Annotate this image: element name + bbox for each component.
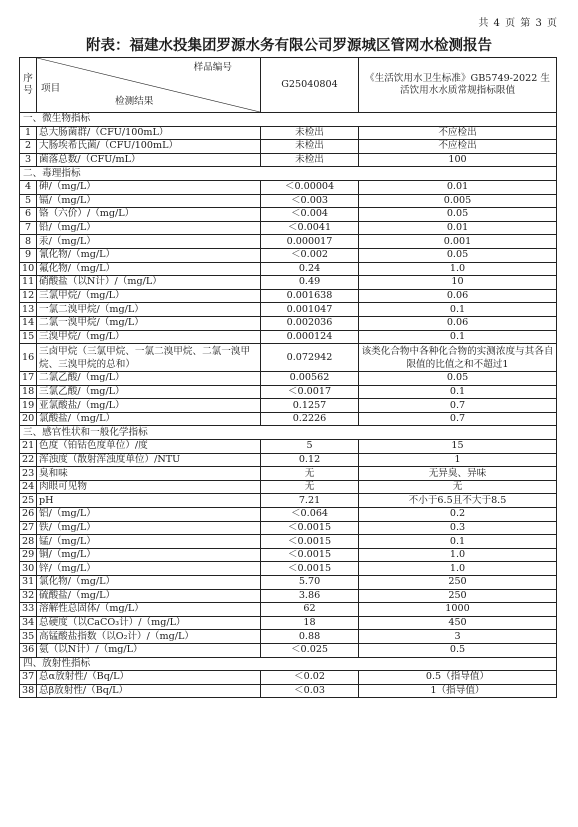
row-number: 3 [20, 153, 37, 167]
row-limit: 0.1 [359, 303, 557, 317]
table-row [20, 467, 557, 481]
row-number: 24 [20, 480, 37, 494]
header-sample-no: 样品编号 [193, 62, 232, 73]
row-limit: 3 [359, 630, 557, 644]
row-limit: 0.7 [359, 412, 557, 426]
row-result: 0.000124 [261, 330, 359, 344]
row-item: 硫酸盐/（mg/L） [37, 589, 261, 603]
row-number: 21 [20, 440, 37, 454]
row-item: 锌/（mg/L） [37, 562, 261, 576]
table-row [20, 194, 557, 208]
row-result: ＜0.0015 [261, 535, 359, 549]
table-row [20, 508, 557, 522]
row-number: 33 [20, 603, 37, 617]
row-limit: 0.001 [359, 235, 557, 249]
row-item: 铁/（mg/L） [37, 521, 261, 535]
header-seq: 序号 [20, 58, 37, 113]
row-item: 一氯二溴甲烷/（mg/L） [37, 303, 261, 317]
row-result: 0.88 [261, 630, 359, 644]
row-limit: 不小于6.5且不大于8.5 [359, 494, 557, 508]
table-row [20, 330, 557, 344]
row-limit: 250 [359, 576, 557, 590]
row-item: 浑浊度（散射浑浊度单位）/NTU [37, 453, 261, 467]
row-number: 15 [20, 330, 37, 344]
row-result: ＜0.0017 [261, 385, 359, 399]
row-number: 14 [20, 316, 37, 330]
row-number: 5 [20, 194, 37, 208]
row-result: 0.002036 [261, 316, 359, 330]
table-row [20, 535, 557, 549]
row-number: 19 [20, 399, 37, 413]
row-number: 36 [20, 643, 37, 657]
row-number: 37 [20, 671, 37, 685]
row-number: 32 [20, 589, 37, 603]
row-limit: 1（指导值） [359, 684, 557, 698]
row-result: 7.21 [261, 494, 359, 508]
row-item: 汞/（mg/L） [37, 235, 261, 249]
row-result: 18 [261, 616, 359, 630]
row-result: ＜0.064 [261, 508, 359, 522]
row-limit: 0.5（指导值） [359, 671, 557, 685]
report-title: 附表：福建水投集团罗源水务有限公司罗源城区管网水检测报告 [86, 38, 492, 54]
row-result: 0.1257 [261, 399, 359, 413]
row-limit: 1.0 [359, 262, 557, 276]
row-result: 0.00562 [261, 372, 359, 386]
row-limit: 0.1 [359, 385, 557, 399]
row-number: 13 [20, 303, 37, 317]
header-sample-code: G25040804 [261, 58, 359, 113]
row-item: 氨（以N计）/（mg/L） [37, 643, 261, 657]
table-row [20, 616, 557, 630]
row-number: 29 [20, 548, 37, 562]
table-row [20, 248, 557, 262]
row-item: 总大肠菌群/（CFU/100mL） [37, 126, 261, 140]
row-result: 0.001638 [261, 289, 359, 303]
row-number: 16 [20, 344, 37, 372]
row-limit: 0.05 [359, 248, 557, 262]
section-row [20, 657, 557, 671]
row-result: 5 [261, 440, 359, 454]
table-row [20, 548, 557, 562]
table-row [20, 208, 557, 222]
table-row [20, 180, 557, 194]
row-result: ＜0.0015 [261, 521, 359, 535]
row-result: 62 [261, 603, 359, 617]
row-number: 7 [20, 221, 37, 235]
section-title: 三、感官性状和一般化学指标 [20, 426, 557, 440]
table-row [20, 372, 557, 386]
row-item: 铬（六价）/（mg/L） [37, 208, 261, 222]
table-row [20, 344, 557, 372]
row-number: 23 [20, 467, 37, 481]
row-limit: 0.1 [359, 535, 557, 549]
row-limit: 0.005 [359, 194, 557, 208]
row-item: 三氯乙酸/（mg/L） [37, 385, 261, 399]
row-number: 10 [20, 262, 37, 276]
row-limit: 10 [359, 276, 557, 290]
row-number: 28 [20, 535, 37, 549]
row-result: 无 [261, 480, 359, 494]
section-title: 四、放射性指标 [20, 657, 557, 671]
table-row [20, 385, 557, 399]
row-item: 锰/（mg/L） [37, 535, 261, 549]
row-number: 34 [20, 616, 37, 630]
table-row [20, 684, 557, 698]
row-number: 18 [20, 385, 37, 399]
row-item: 氯化物/（mg/L） [37, 576, 261, 590]
row-item: 硝酸盐（以N计）/（mg/L） [37, 276, 261, 290]
row-limit: 0.2 [359, 508, 557, 522]
table-row [20, 303, 557, 317]
row-limit: 0.7 [359, 399, 557, 413]
row-result: ＜0.0015 [261, 548, 359, 562]
row-limit: 0.06 [359, 289, 557, 303]
row-item: 三溴甲烷/（mg/L） [37, 330, 261, 344]
table-row [20, 412, 557, 426]
row-limit: 0.05 [359, 208, 557, 222]
section-title: 二、毒理指标 [20, 167, 557, 181]
row-result: 未检出 [261, 126, 359, 140]
table-row [20, 140, 557, 154]
table-header-row [20, 58, 557, 113]
row-result: 0.072942 [261, 344, 359, 372]
row-number: 6 [20, 208, 37, 222]
row-item: 镉/（mg/L） [37, 194, 261, 208]
row-limit: 0.06 [359, 316, 557, 330]
row-item: 大肠埃希氏菌/（CFU/100mL） [37, 140, 261, 154]
row-result: 0.001047 [261, 303, 359, 317]
row-item: 氰化物/（mg/L） [37, 248, 261, 262]
row-result: 未检出 [261, 140, 359, 154]
row-limit: 0.1 [359, 330, 557, 344]
section-row [20, 113, 557, 127]
row-number: 35 [20, 630, 37, 644]
row-result: ＜0.004 [261, 208, 359, 222]
table-row [20, 289, 557, 303]
report-table-body [20, 58, 557, 698]
row-result: 0.12 [261, 453, 359, 467]
row-result: ＜0.00004 [261, 180, 359, 194]
row-number: 8 [20, 235, 37, 249]
row-number: 25 [20, 494, 37, 508]
table-row [20, 630, 557, 644]
table-row [20, 494, 557, 508]
row-item: 砷/（mg/L） [37, 180, 261, 194]
row-number: 17 [20, 372, 37, 386]
table-row [20, 671, 557, 685]
row-item: 铅/（mg/L） [37, 221, 261, 235]
row-item: 氟化物/（mg/L） [37, 262, 261, 276]
table-row [20, 221, 557, 235]
row-number: 11 [20, 276, 37, 290]
row-limit: 无异臭、异味 [359, 467, 557, 481]
row-number: 26 [20, 508, 37, 522]
row-limit: 450 [359, 616, 557, 630]
row-result: ＜0.03 [261, 684, 359, 698]
row-limit: 0.5 [359, 643, 557, 657]
row-item: pH [37, 494, 261, 508]
row-number: 27 [20, 521, 37, 535]
row-limit: 1000 [359, 603, 557, 617]
row-item: 二氯一溴甲烷/（mg/L） [37, 316, 261, 330]
table-row [20, 453, 557, 467]
row-limit: 1.0 [359, 562, 557, 576]
row-item: 高锰酸盐指数（以O₂计）/（mg/L） [37, 630, 261, 644]
row-result: 0.000017 [261, 235, 359, 249]
report-table [19, 57, 557, 698]
row-limit: 0.05 [359, 372, 557, 386]
table-row [20, 603, 557, 617]
header-standard: 《生活饮用水卫生标准》GB5749-2022 生活饮用水水质常规指标限值 [359, 58, 557, 113]
row-number: 22 [20, 453, 37, 467]
row-item: 总β放射性/（Bq/L） [37, 684, 261, 698]
row-number: 38 [20, 684, 37, 698]
table-row [20, 643, 557, 657]
row-result: 5.70 [261, 576, 359, 590]
row-limit: 0.01 [359, 180, 557, 194]
row-item: 亚氯酸盐/（mg/L） [37, 399, 261, 413]
row-number: 2 [20, 140, 37, 154]
row-item: 氯酸盐/（mg/L） [37, 412, 261, 426]
row-limit: 不应检出 [359, 140, 557, 154]
row-limit: 0.3 [359, 521, 557, 535]
table-row [20, 153, 557, 167]
row-item: 总α放射性/（Bq/L） [37, 671, 261, 685]
row-result: 0.2226 [261, 412, 359, 426]
row-result: ＜0.025 [261, 643, 359, 657]
row-number: 31 [20, 576, 37, 590]
row-result: 无 [261, 467, 359, 481]
row-number: 9 [20, 248, 37, 262]
table-row [20, 235, 557, 249]
row-limit: 15 [359, 440, 557, 454]
row-result: ＜0.02 [261, 671, 359, 685]
table-row [20, 440, 557, 454]
row-item: 臭和味 [37, 467, 261, 481]
row-limit: 1.0 [359, 548, 557, 562]
row-item: 铝/（mg/L） [37, 508, 261, 522]
row-limit: 100 [359, 153, 557, 167]
table-row [20, 480, 557, 494]
table-row [20, 562, 557, 576]
table-row [20, 316, 557, 330]
row-item: 菌落总数/（CFU/mL） [37, 153, 261, 167]
row-number: 30 [20, 562, 37, 576]
row-number: 1 [20, 126, 37, 140]
row-result: 0.49 [261, 276, 359, 290]
table-row [20, 262, 557, 276]
table-row [20, 399, 557, 413]
row-number: 12 [20, 289, 37, 303]
row-item: 肉眼可见物 [37, 480, 261, 494]
row-result: ＜0.002 [261, 248, 359, 262]
row-item: 铜/（mg/L） [37, 548, 261, 562]
table-row [20, 576, 557, 590]
section-row [20, 167, 557, 181]
row-item: 二氯乙酸/（mg/L） [37, 372, 261, 386]
row-item: 总硬度（以CaCO₃计）/（mg/L） [37, 616, 261, 630]
row-result: 未检出 [261, 153, 359, 167]
table-row [20, 589, 557, 603]
section-row [20, 426, 557, 440]
row-limit: 不应检出 [359, 126, 557, 140]
row-item: 溶解性总固体/（mg/L） [37, 603, 261, 617]
page-info: 共 4 页 第 3 页 [478, 18, 558, 29]
row-result: ＜0.0041 [261, 221, 359, 235]
row-result: 0.24 [261, 262, 359, 276]
row-result: ＜0.0015 [261, 562, 359, 576]
row-item: 色度（铂钴色度单位）/度 [37, 440, 261, 454]
row-limit: 无 [359, 480, 557, 494]
table-row [20, 276, 557, 290]
row-number: 4 [20, 180, 37, 194]
row-limit: 1 [359, 453, 557, 467]
row-number: 20 [20, 412, 37, 426]
header-diagonal-cell [37, 58, 261, 113]
section-title: 一、微生物指标 [20, 113, 557, 127]
table-row [20, 521, 557, 535]
table-row [20, 126, 557, 140]
row-result: ＜0.003 [261, 194, 359, 208]
row-item: 三氯甲烷/（mg/L） [37, 289, 261, 303]
row-limit: 该类化合物中各种化合物的实测浓度与其各自限值的比值之和不超过1 [359, 344, 557, 372]
row-limit: 250 [359, 589, 557, 603]
row-item: 三卤甲烷（三氯甲烷、一氯二溴甲烷、二氯一溴甲烷、三溴甲烷的总和） [37, 344, 261, 372]
row-limit: 0.01 [359, 221, 557, 235]
header-item: 项目 [41, 83, 61, 94]
header-result: 检测结果 [115, 96, 154, 107]
row-result: 3.86 [261, 589, 359, 603]
